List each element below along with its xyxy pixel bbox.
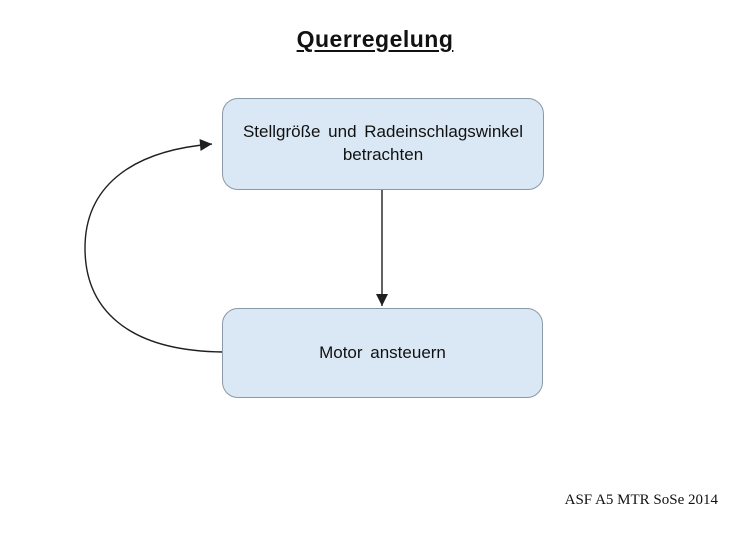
footer-credit: ASF A5 MTR SoSe 2014 — [564, 492, 718, 508]
node-motor — [222, 308, 543, 398]
node-label-line: Stellgröße und Radeinschlagswinkel — [242, 122, 524, 142]
page-title: Querregelung — [296, 26, 454, 52]
feedback-arrow — [85, 144, 223, 352]
node-observe — [222, 98, 544, 190]
node-label-line: betrachten — [342, 145, 424, 164]
node-observe-label — [243, 121, 523, 167]
node-motor-label: Motor ansteuern — [319, 342, 446, 362]
